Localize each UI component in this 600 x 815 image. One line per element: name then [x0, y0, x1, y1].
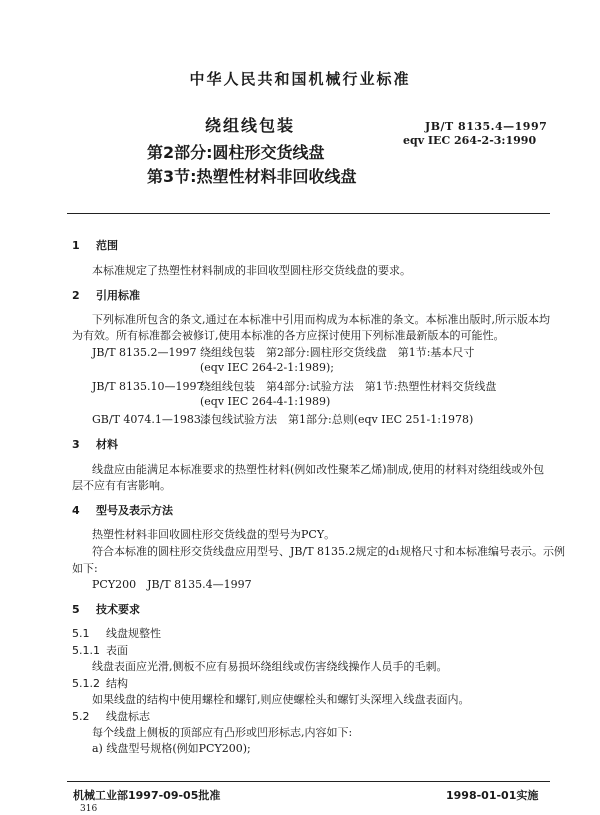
section-5-2-text: 每个线盘上侧板的顶部应有凸形或凹形标志,内容如下:	[92, 726, 353, 739]
reference-entry: JB/T 8135.2—1997 绕组线包装 第2部分:圆柱形交货线盘 第1节:基本尺寸	[92, 346, 475, 359]
section-4-text-line-1: 热塑性材料非回收圆柱形交货线盘的型号为PCY。	[92, 528, 336, 541]
footer-divider	[67, 781, 550, 782]
reference-entry: JB/T 8135.10—1997绕组线包装 第4部分:试验方法 第1节:热塑性材料交货线盘	[92, 380, 497, 393]
document-section-title: 第3节:热塑性材料非回收线盘	[147, 167, 357, 186]
equivalent-standard: eqv IEC 264-2-3:1990	[403, 134, 537, 147]
section-5-1-1-text: 线盘表面应光滑,侧板不应有易损坏绕组线或伤害绕线操作人员手的毛刺。	[92, 660, 448, 673]
section-2-intro-line-2: 为有效。所有标准都会被修订,使用本标准的各方应探讨使用下列标准最新版本的可能性。	[72, 329, 505, 342]
section-2-heading: 2 引用标准	[72, 289, 140, 302]
section-3-heading: 3 材料	[72, 438, 118, 451]
section-5-1-1-heading: 5.1.1 表面	[72, 644, 128, 657]
section-1-heading: 1 范围	[72, 239, 118, 252]
reference-equivalent: (eqv IEC 264-4-1:1989)	[200, 395, 331, 408]
section-5-2-item-a: a) 线盘型号规格(例如PCY200);	[92, 742, 251, 755]
header-divider	[67, 213, 550, 214]
section-5-1-2-text: 如果线盘的结构中使用螺栓和螺钉,则应使螺栓头和螺钉头深埋入线盘表面内。	[92, 693, 470, 706]
section-4-text-line-3: 如下:	[72, 562, 98, 575]
section-1-text: 本标准规定了热塑性材料制成的非回收型圆柱形交货线盘的要求。	[92, 264, 411, 277]
section-3-text-line-2: 层不应有有害影响。	[72, 479, 171, 492]
section-4-example: PCY200 JB/T 8135.4—1997	[92, 578, 252, 591]
standard-category: 中华人民共和国机械行业标准	[189, 70, 411, 88]
standard-code: JB/T 8135.4—1997	[425, 120, 548, 133]
section-5-heading: 5 技术要求	[72, 603, 140, 616]
implementation-date: 1998-01-01实施	[446, 789, 539, 802]
section-5-1-heading: 5.1 线盘规整性	[72, 627, 161, 640]
approval-date: 机械工业部1997-09-05批准	[73, 789, 221, 802]
reference-entry: GB/T 4074.1—1983漆包线试验方法 第1部分:总则(eqv IEC 251-1:1978)	[92, 413, 474, 426]
page-number: 316	[80, 804, 98, 814]
section-5-1-2-heading: 5.1.2 结构	[72, 677, 128, 690]
section-4-text-line-2: 符合本标准的圆柱形交货线盘应用型号、JB/T 8135.2规定的d₁规格尺寸和本标准编号表示。示例	[92, 545, 565, 558]
section-2-intro-line-1: 下列标准所包含的条文,通过在本标准中引用而构成为本标准的条文。本标准出版时,所示版本均	[92, 313, 550, 326]
section-4-heading: 4 型号及表示方法	[72, 504, 173, 517]
section-5-2-heading: 5.2 线盘标志	[72, 710, 150, 723]
document-title: 绕组线包装	[205, 116, 296, 135]
reference-equivalent: (eqv IEC 264-2-1:1989);	[200, 361, 334, 374]
section-3-text-line-1: 线盘应由能满足本标准要求的热塑性材料(例如改性聚苯乙烯)制成,使用的材料对绕组线或外包	[92, 463, 545, 476]
document-part-title: 第2部分:圆柱形交货线盘	[147, 143, 325, 162]
